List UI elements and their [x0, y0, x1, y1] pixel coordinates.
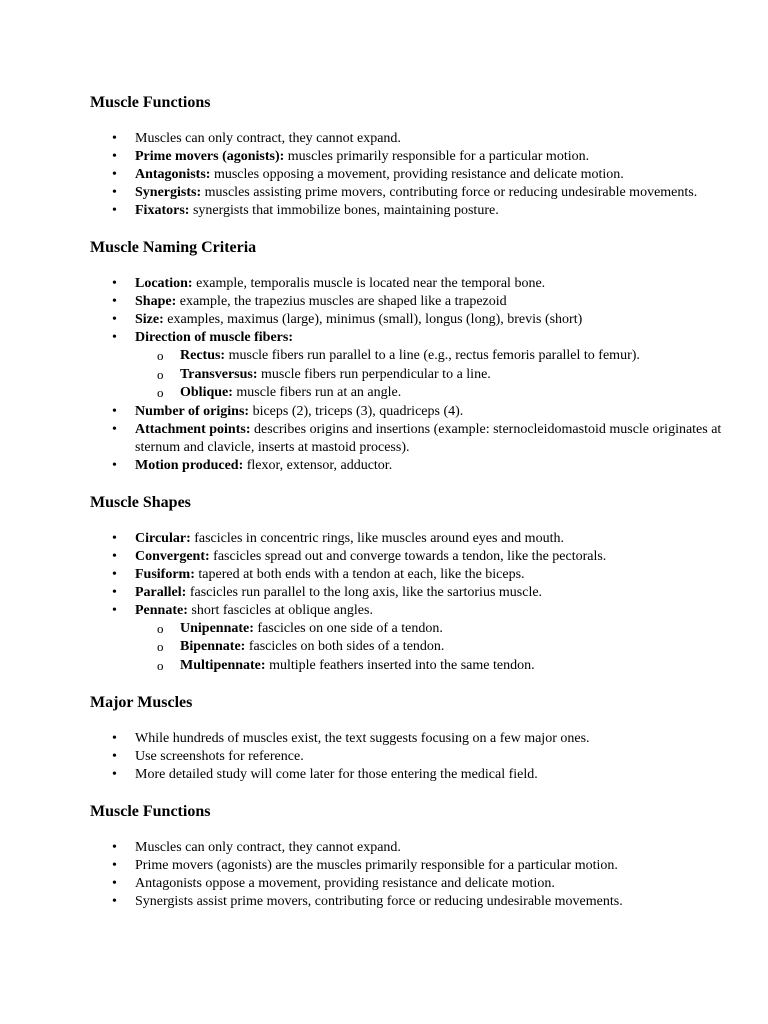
item-text: More detailed study will come later for those entering the medical field.	[135, 767, 538, 782]
item-text: While hundreds of muscles exist, the text suggests focusing on a few major ones.	[135, 731, 590, 746]
item-term: Location:	[135, 276, 193, 291]
item-term: Parallel:	[135, 584, 187, 600]
item-term: Pennate:	[135, 602, 188, 618]
item-term: Unipennate:	[180, 620, 254, 636]
item-term: Synergists:	[135, 185, 202, 200]
list-item	[90, 184, 730, 202]
item-term: Shape:	[135, 294, 177, 309]
item-text: Muscles can only contract, they cannot expand.	[135, 840, 401, 855]
sub-list-item	[135, 366, 730, 385]
list-item	[90, 457, 730, 475]
bullet-list	[90, 275, 730, 475]
item-term: Prime movers (agonists):	[135, 149, 285, 164]
list-item	[90, 421, 730, 457]
item-term: Bipennate:	[180, 639, 246, 654]
item-text: muscle fibers run perpendicular to a line.	[257, 366, 491, 382]
list-item	[90, 293, 730, 311]
item-text: muscles opposing a movement, providing resistance and delicate motion.	[210, 167, 624, 182]
item-text: short fascicles at oblique angles.	[187, 602, 373, 618]
list-item	[90, 130, 730, 148]
item-term: Antagonists:	[135, 167, 211, 182]
list-item	[90, 329, 730, 403]
item-text: fascicles run parallel to the long axis, like the sartorius muscle.	[186, 584, 543, 600]
list-item	[90, 148, 730, 166]
list-item	[90, 893, 730, 911]
item-term: Number of origins:	[135, 403, 250, 419]
item-text: muscle fibers run parallel to a line (e.g., rectus femoris parallel to femur).	[225, 348, 640, 363]
item-term: Circular:	[135, 530, 191, 546]
item-term: Fixators:	[135, 203, 190, 218]
section-heading: Major Muscles	[90, 694, 193, 711]
sub-list-item	[135, 657, 730, 676]
list-item	[90, 839, 730, 857]
item-text: fascicles on both sides of a tendon.	[245, 639, 445, 654]
item-text: muscles assisting prime movers, contributing force or reducing undesirable movements.	[201, 185, 698, 200]
item-text: describes origins and insertions (example: sternocleidomastoid muscle originates at sternum and clavicle, inserts at mastoid process).	[135, 421, 722, 455]
item-term: Fusiform:	[135, 566, 195, 582]
item-text: Muscles can only contract, they cannot expand.	[135, 131, 401, 146]
sub-list	[135, 620, 730, 676]
sub-list-item	[135, 638, 730, 657]
item-term: Rectus:	[180, 348, 226, 363]
list-item	[90, 857, 730, 875]
list-item	[90, 748, 730, 766]
item-text: multiple feathers inserted into the same tendon.	[265, 657, 535, 673]
sub-list-item	[135, 384, 730, 403]
item-text: Antagonists oppose a movement, providing resistance and delicate motion.	[135, 876, 555, 891]
item-text: fascicles in concentric rings, like muscles around eyes and mouth.	[190, 530, 564, 546]
list-item	[90, 566, 730, 584]
section-heading: Muscle Shapes	[90, 493, 191, 511]
item-term: Convergent:	[135, 548, 210, 564]
sub-list	[135, 347, 730, 403]
item-text: synergists that immobilize bones, maintaining posture.	[189, 203, 499, 218]
item-text: examples, maximus (large), minimus (small), longus (long), brevis (short)	[163, 312, 583, 327]
item-term: Size:	[135, 312, 164, 327]
item-text: Synergists assist prime movers, contributing force or reducing undesirable movements.	[135, 894, 623, 909]
item-term: Motion produced:	[135, 457, 244, 473]
list-item	[90, 202, 730, 220]
list-item	[90, 530, 730, 548]
sub-list-item	[135, 347, 730, 366]
document-body	[90, 93, 730, 929]
list-item	[90, 584, 730, 602]
list-item	[90, 311, 730, 329]
list-item	[90, 766, 730, 784]
sub-list-item	[135, 620, 730, 639]
section-heading: Muscle Functions	[90, 803, 211, 820]
item-text: tapered at both ends with a tendon at each, like the biceps.	[194, 566, 525, 582]
section-heading: Muscle Naming Criteria	[90, 239, 257, 256]
item-text: muscle fibers run at an angle.	[232, 385, 402, 400]
list-item	[90, 730, 730, 748]
item-term: Direction of muscle fibers:	[135, 330, 293, 345]
bullet-list	[90, 839, 730, 911]
item-text: Prime movers (agonists) are the muscles primarily responsible for a particular motion.	[135, 858, 618, 873]
item-text: biceps (2), triceps (3), quadriceps (4).	[249, 403, 464, 419]
item-text: example, temporalis muscle is located near the temporal bone.	[192, 276, 546, 291]
item-text: Use screenshots for reference.	[135, 749, 304, 764]
item-text: fascicles spread out and converge towards a tendon, like the pectorals.	[209, 548, 607, 564]
item-term: Transversus:	[180, 366, 258, 382]
item-term: Attachment points:	[135, 421, 251, 437]
list-item	[90, 275, 730, 293]
section-heading: Muscle Functions	[90, 94, 211, 111]
item-text: example, the trapezius muscles are shaped like a trapezoid	[176, 294, 507, 309]
item-text: flexor, extensor, adductor.	[243, 457, 393, 473]
bullet-list	[90, 130, 730, 220]
item-text: muscles primarily responsible for a particular motion.	[284, 149, 590, 164]
list-item	[90, 403, 730, 421]
item-text: fascicles on one side of a tendon.	[253, 620, 443, 636]
list-item	[90, 166, 730, 184]
bullet-list	[90, 730, 730, 784]
item-term: Oblique:	[180, 385, 233, 400]
list-item	[90, 548, 730, 566]
list-item	[90, 875, 730, 893]
item-term: Multipennate:	[180, 657, 266, 673]
bullet-list	[90, 530, 730, 676]
list-item	[90, 602, 730, 676]
